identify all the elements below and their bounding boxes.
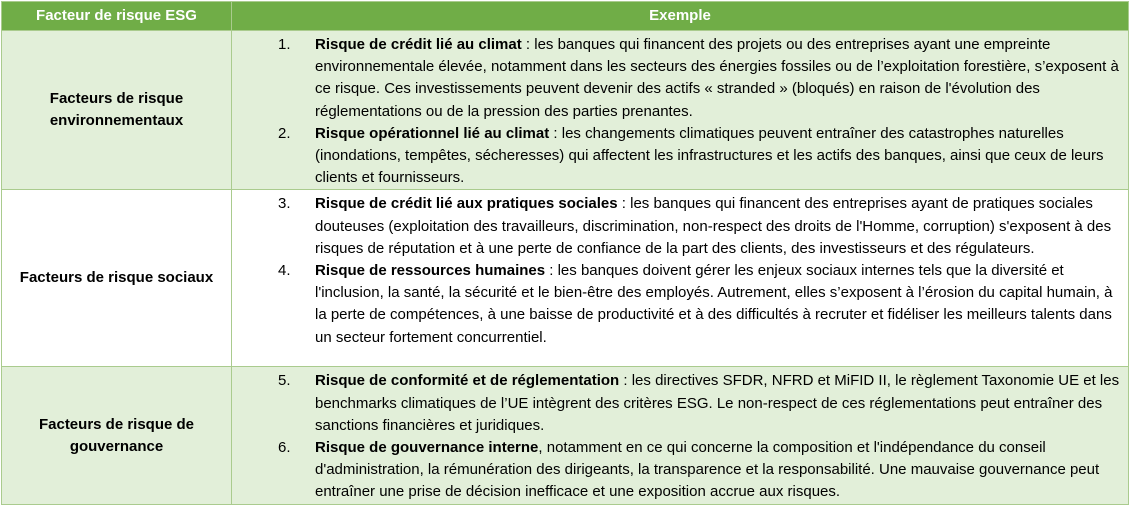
header-factor: Facteur de risque ESG [2,2,232,31]
header-example: Exemple [232,2,1129,31]
item-body [315,34,1120,123]
example-cell-environmental [232,31,1129,190]
header-row [2,2,1129,31]
item-number: 1. [278,36,291,53]
example-cell-governance [232,367,1129,504]
list-item [232,437,1120,504]
factor-cell-governance: Facteurs de risque de gouvernance [2,367,232,504]
item-text: : les banques doivent gérer les enjeux sociaux internes tels que la diversité et l'inclusion, la santé, la sécurité et le bien-être des employés. Autrement, elles s’exposent à l’érosion du capital humain, à la perte de compétences, à une baisse de productivité et à des difficultés à recruter et fidéliser les meilleurs talents dans un secteur fortement concurrentiel. [315,262,1113,346]
example-list [232,370,1120,503]
item-body [315,437,1120,504]
item-number: 6. [278,439,291,457]
example-list [232,193,1120,348]
item-body [315,193,1120,260]
esg-risk-table [1,1,1129,505]
table-header [2,2,1129,31]
list-item [232,193,1120,260]
item-text: : les changements climatiques peuvent entraîner des catastrophes naturelles (inondations, tempêtes, sécheresses) qui affectent les infrastructures et les actifs des banques, ainsi que ceux de leurs clients et fournisseurs. [315,124,1104,187]
item-text: : les banques qui financent des entreprises ayant de pratiques sociales douteuses (exploitation des travailleurs, discrimination, non-respect des droits de l'Homme, corruption) s'exposent à des risques de réputation et à une perte de confiance de la part des clients, des investisseurs et des régulateurs. [315,195,1112,257]
item-number: 5. [278,372,291,390]
table-row [2,31,1129,190]
table-body [2,31,1129,505]
item-text: , notamment en ce qui concerne la composition et l'indépendance du conseil d'administration, la rémunération des dirigeants, la transparence et la responsabilité. Une mauvaise gouvernance peut entraîner une prise de décision inefficace et une exposition accrue aux risques. [315,439,1100,501]
factor-cell-environmental: Facteurs de risque environnementaux [2,31,232,190]
item-term: Risque de ressources humaines [315,262,546,280]
item-body [315,260,1120,349]
item-term: Risque de crédit lié aux pratiques sociales [315,195,618,213]
item-number: 3. [278,195,291,213]
table-row [2,190,1129,367]
item-body [315,123,1120,190]
list-item [232,34,1120,123]
item-number: 2. [278,124,291,142]
item-body [315,370,1120,437]
item-text: : les directives SFDR, NFRD et MiFID II, le règlement Taxonomie UE et les benchmarks climatiques de l’UE intègrent des critères ESG. Le non-respect de ces réglementations peut entraîner des sanctions financières et juridiques. [315,372,1120,434]
item-term: Risque opérationnel lié au climat [315,124,550,142]
list-item [232,123,1120,190]
list-item [232,260,1120,349]
item-number: 4. [278,262,291,280]
list-item [232,370,1120,437]
item-term: Risque de conformité et de réglementation [315,372,620,390]
example-list [232,34,1120,189]
example-cell-social [232,190,1129,367]
factor-cell-social: Facteurs de risque sociaux [2,190,232,367]
item-term: Risque de gouvernance interne [315,439,539,457]
item-term: Risque de crédit lié au climat [315,36,522,53]
item-text: : les banques qui financent des projets ou des entreprises ayant une empreinte environnementale élevée, notamment dans les secteurs des énergies fossiles ou de l’exploitation forestière, s’exposent à ce risque. Ces investissements peuvent devenir des actifs « stranded » (bloqués) en raison de l'évolution des réglementations ou de la pression des parties prenantes. [315,36,1119,120]
table-row [2,367,1129,504]
